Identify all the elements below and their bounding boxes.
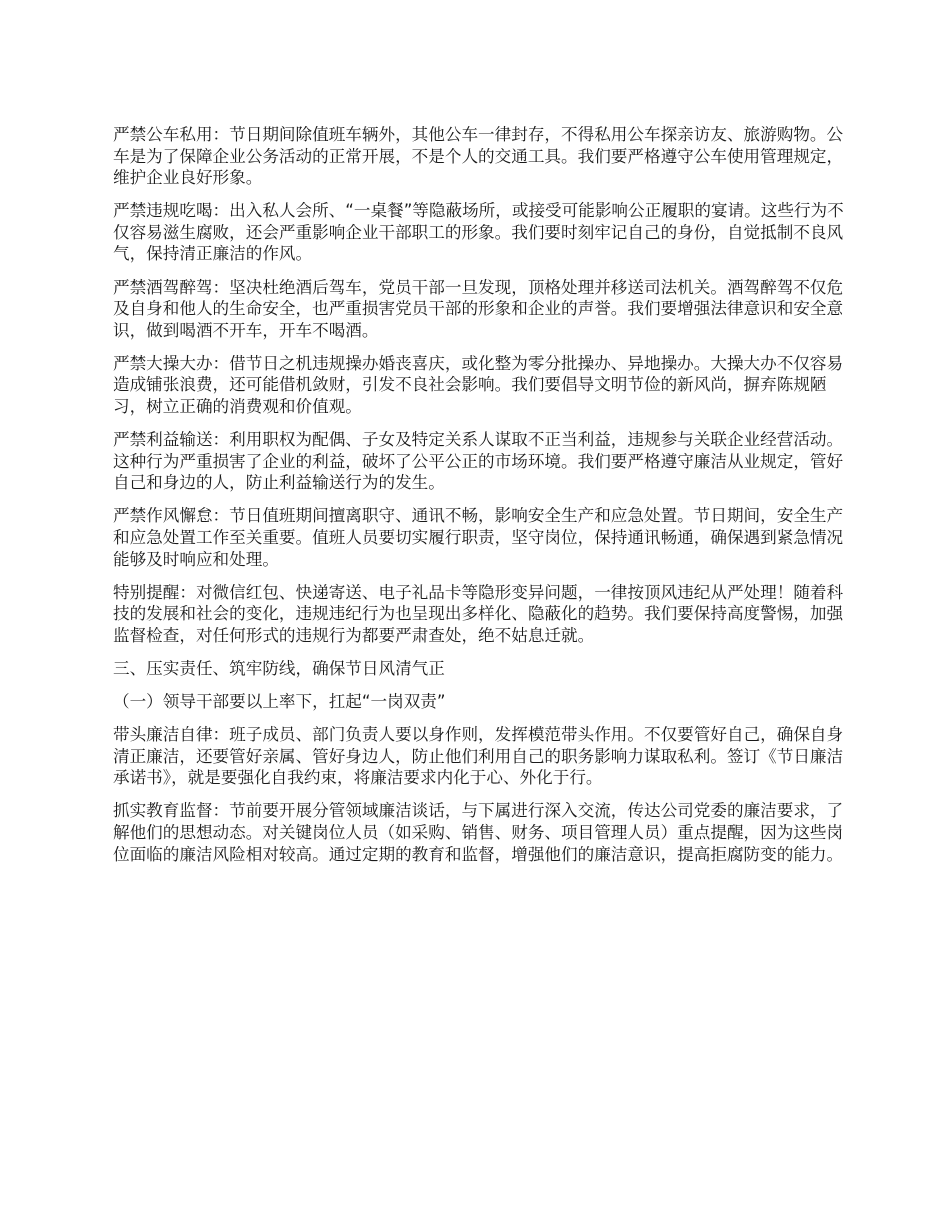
paragraph-education-supervision: 抓实教育监督：节前要开展分管领域廉洁谈话，与下属进行深入交流，传达公司党委的廉洁要求，了解他们的思想动态。对关键岗位人员（如采购、销售、财务、项目管理人员）重点提醒，因为这些岗位面临的廉洁风险相对较高。通过定期的教育和监督，增强他们的廉洁意识，提高拒腐防变的能力。 <box>113 801 844 864</box>
paragraph-ban-private-car-use: 严禁公车私用：节日期间除值班车辆外，其他公车一律封存，不得私用公车探亲访友、旅游购物。公车是为了保障企业公务活动的正常开展，不是个人的交通工具。我们要严格遵守公车使用管理规定，维护企业良好形象。 <box>113 125 844 188</box>
paragraph-ban-illegal-dining: 严禁违规吃喝：出入私人会所、“一桌餐”等隐蔽场所，或接受可能影响公正履职的宴请。这些行为不仅容易滋生腐败，还会严重影响企业干部职工的形象。我们要时刻牢记自己的身份，自觉抵制不良风气，保持清正廉洁的作风。 <box>113 201 844 264</box>
paragraph-ban-drunk-driving: 严禁酒驾醉驾：坚决杜绝酒后驾车，党员干部一旦发现，顶格处理并移送司法机关。酒驾醉驾不仅危及自身和他人的生命安全，也严重损害党员干部的形象和企业的声誉。我们要增强法律意识和安全意识，做到喝酒不开车，开车不喝酒。 <box>113 277 844 340</box>
paragraph-lead-by-example: 带头廉洁自律：班子成员、部门负责人要以身作则，发挥模范带头作用。不仅要管好自己，确保自身清正廉洁，还要管好亲属、管好身边人，防止他们利用自己的职务影响力谋取私利。签订《节日廉洁承诺书》，就是要强化自我约束，将廉洁要求内化于心、外化于行。 <box>113 725 844 788</box>
subsection-heading-1: （一）领导干部要以上率下，扛起“一岗双责” <box>113 692 446 712</box>
paragraph-ban-extravagance: 严禁大操大办：借节日之机违规操办婚丧喜庆，或化整为零分批操办、异地操办。大操大办不仅容易造成铺张浪费，还可能借机敛财，引发不良社会影响。我们要倡导文明节俭的新风尚，摒弃陈规陋习，树立正确的消费观和价值观。 <box>113 353 844 417</box>
paragraph-ban-benefit-transfer: 严禁利益输送：利用职权为配偶、子女及特定关系人谋取不正当利益，违规参与关联企业经营活动。这种行为严重损害了企业的利益，破坏了公平公正的市场环境。我们要严格遵守廉洁从业规定，管好自己和身边的人，防止利益输送行为的发生。 <box>113 430 844 493</box>
paragraph-special-reminder: 特别提醒：对微信红包、快递寄送、电子礼品卡等隐形变异问题，一律按顶风违纪从严处理！随着科技的发展和社会的变化，违规违纪行为也呈现出多样化、隐蔽化的趋势。我们要保持高度警惕，加强监督检查，对任何形式的违规行为都要严肃查处，绝不姑息迁就。 <box>113 582 844 645</box>
paragraph-ban-slack-work-style: 严禁作风懈怠：节日值班期间擅离职守、通讯不畅，影响安全生产和应急处置。节日期间，安全生产和应急处置工作至关重要。值班人员要切实履行职责，坚守岗位，保持通讯畅通，确保遇到紧急情况能够及时响应和处理。 <box>113 506 844 569</box>
section-heading-3: 三、压实责任、筑牢防线，确保节日风清气正 <box>113 658 445 678</box>
document-body <box>113 124 858 877</box>
